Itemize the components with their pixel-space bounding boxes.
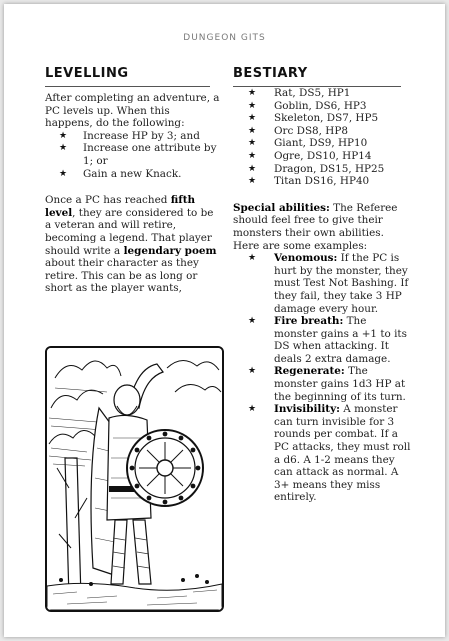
levelling-intro: After completing an adventure, a PC levels up. When this happens, do the following: (45, 92, 220, 130)
list-item: ★ Dragon, DS15, HP25 (248, 162, 385, 175)
retirement-paragraph: Once a PC has reached fifth level, they are considered to be a veteran and will retire, becoming a legend. That player should write a legendary poem about their character as they retire. This can be as long or short as the player wants, (45, 194, 217, 295)
list-item: ★ Increase one attribute by 1; or (59, 142, 217, 167)
star-icon: ★ (248, 404, 257, 415)
star-icon: ★ (248, 138, 257, 149)
list-item: ★ Invisibility: A monster can turn invisible for 3 rounds per combat. If a PC attacks, they must roll a d6. A 1-2 means they can attack as normal. A 3+ means they miss entirely. (248, 403, 411, 504)
star-icon: ★ (59, 130, 68, 141)
list-item: ★ Orc DS8, HP8 (248, 124, 348, 137)
levelling-heading: LEVELLING (45, 66, 210, 87)
list-item: ★ Ogre, DS10, HP14 (248, 149, 372, 162)
levelling-column (45, 66, 220, 295)
list-item: ★ Gain a new Knack. (59, 167, 182, 180)
running-head: DUNGEON GITS (183, 33, 266, 43)
star-icon: ★ (248, 88, 257, 98)
fifth-level-term: fifth level (45, 194, 196, 219)
star-icon: ★ (248, 150, 257, 161)
star-icon: ★ (248, 366, 257, 377)
star-icon: ★ (248, 253, 257, 264)
star-icon: ★ (248, 176, 257, 187)
list-item: ★ Regenerate: The monster gains 1d3 HP at the beginning of its turn. (248, 365, 406, 403)
list-item: ★ Venomous: If the PC is hurt by the monster, they must Test Not Bashing. If they fail, they take 3 HP damage every hour. (248, 252, 409, 315)
bestiary-heading: BESTIARY (233, 66, 401, 87)
monster-list (233, 87, 413, 188)
star-icon: ★ (248, 316, 257, 327)
list-item: ★ Increase HP by 3; and (59, 129, 200, 142)
bestiary-column (233, 66, 413, 504)
levelling-steps (45, 130, 220, 180)
special-abilities-paragraph: Special abilities: The Referee should feel free to give their monsters their own abilities. Here are some examples: (233, 201, 398, 252)
star-icon: ★ (248, 113, 257, 124)
list-item: ★ Goblin, DS6, HP3 (248, 99, 367, 112)
list-item: ★ Giant, DS9, HP10 (248, 137, 368, 150)
list-item: ★ Titan DS16, HP40 (248, 175, 370, 188)
star-icon: ★ (248, 125, 257, 136)
list-item: ★ Rat, DS5, HP1 (248, 87, 351, 99)
star-icon: ★ (248, 100, 257, 111)
star-icon: ★ (59, 143, 68, 154)
ability-list (233, 252, 413, 504)
rulebook-page (4, 4, 445, 637)
legendary-poem-term: legendary poem (123, 244, 217, 257)
warrior-illustration (45, 346, 224, 612)
star-icon: ★ (248, 163, 257, 174)
list-item: ★ Skeleton, DS7, HP5 (248, 112, 379, 125)
list-item: ★ Fire breath: The monster gains a +1 to its DS when attacking. It deals 2 extra damage. (248, 315, 407, 365)
special-abilities-label: Special abilities: (233, 201, 330, 214)
star-icon: ★ (59, 168, 68, 179)
warrior-with-shield-illustration (47, 348, 222, 610)
